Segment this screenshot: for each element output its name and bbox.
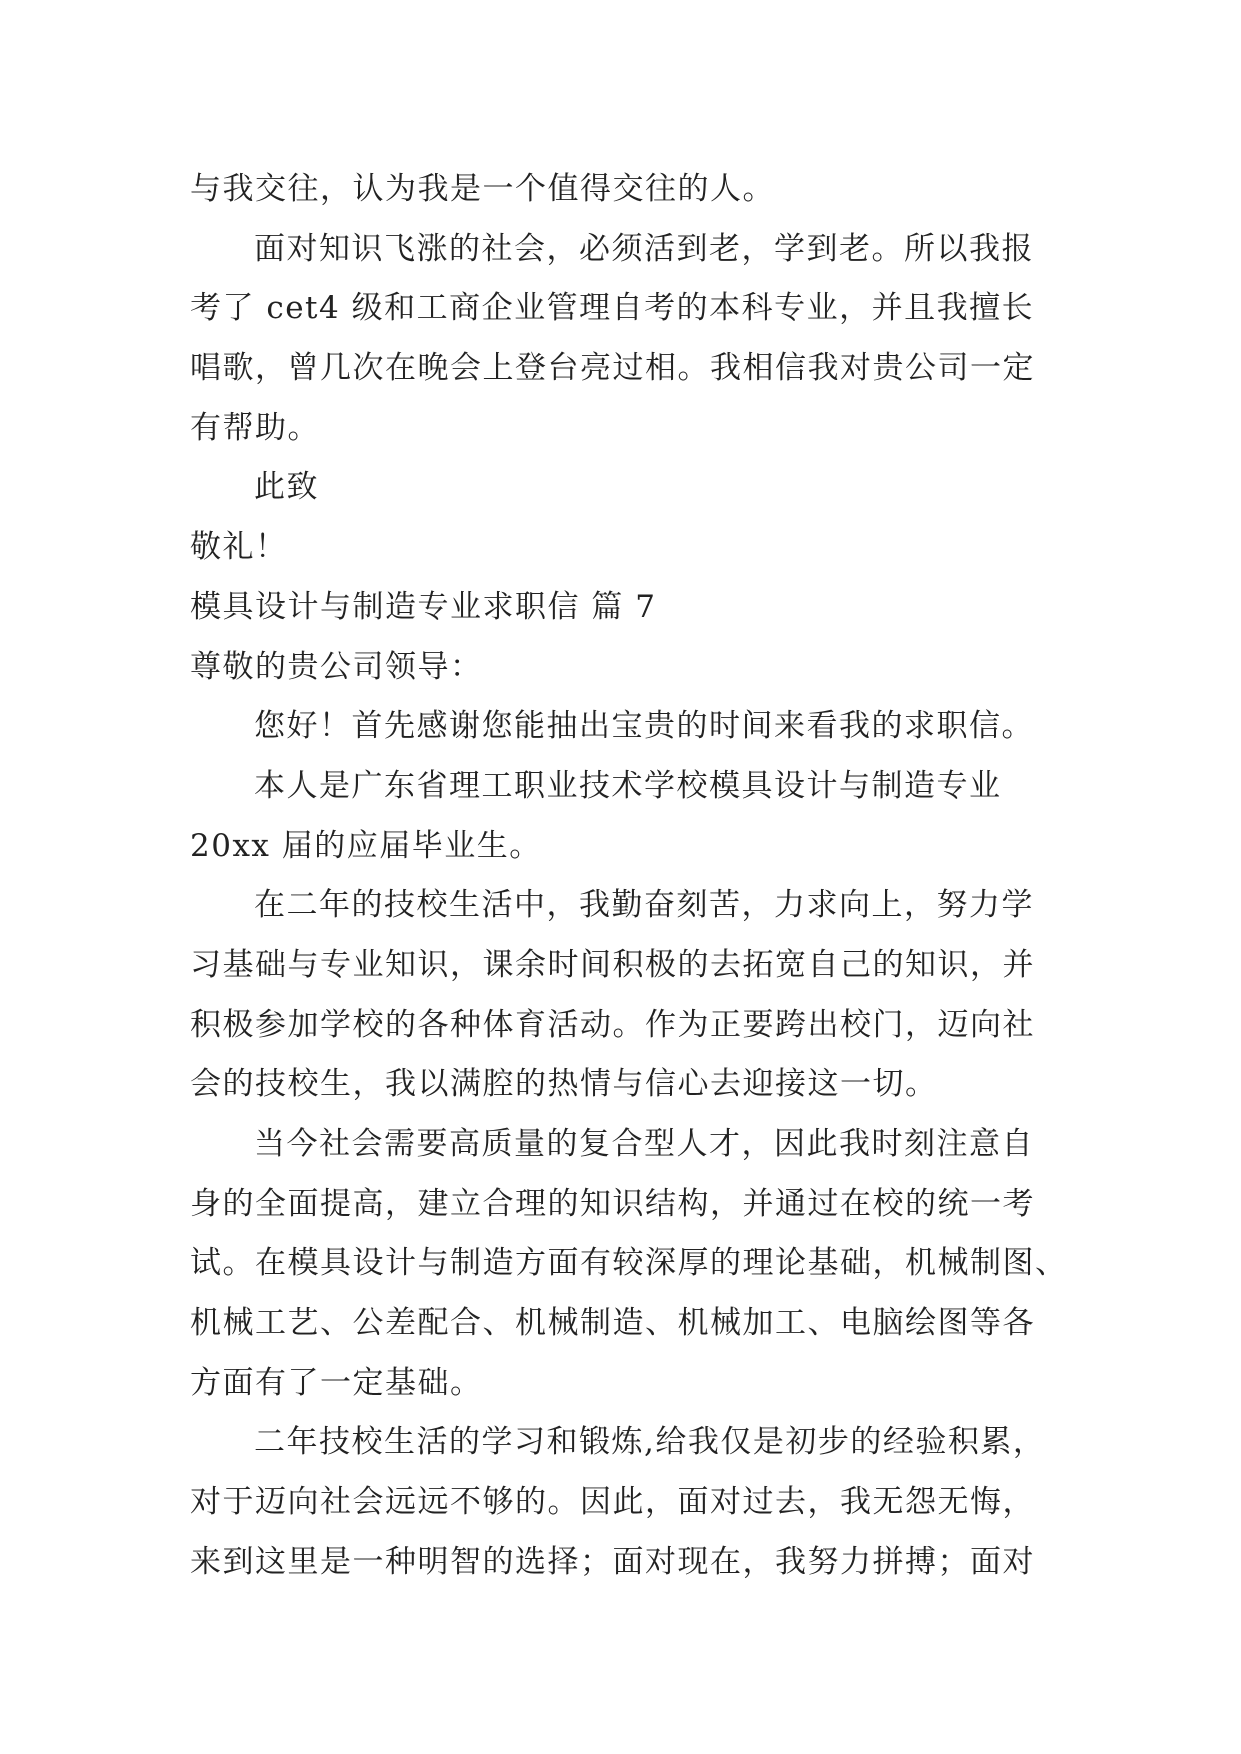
text-line: 与我交往，认为我是一个值得交往的人。 [190, 171, 775, 207]
text-line: 唱歌，曾几次在晚会上登台亮过相。我相信我对贵公司一定 [190, 350, 1035, 387]
text-line: 会的技校生，我以满腔的热情与信心去迎接这一切。 [190, 1066, 938, 1103]
text-line: 本人是广东省理工职业技术学校模具设计与制造专业 [254, 767, 1002, 804]
text-line: 身的全面提高，建立合理的知识结构，并通过在校的统一考 [190, 1185, 1035, 1222]
text-line: 对于迈向社会远远不够的。因此，面对过去，我无怨无悔， [190, 1484, 1035, 1521]
greeting: 尊敬的贵公司领导： [190, 648, 483, 685]
text-line: 当今社会需要高质量的复合型人才，因此我时刻注意自 [254, 1126, 1034, 1162]
text-line: 您好！首先感谢您能抽出宝贵的时间来看我的求职信。 [254, 708, 1034, 745]
text-line: 积极参加学校的各种体育活动。作为正要跨出校门，迈向社 [190, 1006, 1035, 1043]
closing-regards: 敬礼！ [190, 529, 288, 566]
section-title: 模具设计与制造专业求职信 篇 7 [190, 588, 657, 625]
text-line: 20xx 届的应届毕业生。 [190, 827, 542, 864]
text-line: 方面有了一定基础。 [190, 1364, 483, 1401]
text-line: 考了 cet4 级和工商企业管理自考的本科专业，并且我擅长 [190, 290, 1035, 327]
closing-salutation: 此致 [254, 469, 319, 506]
text-line: 有帮助。 [190, 409, 320, 446]
text-line: 来到这里是一种明智的选择；面对现在，我努力拼搏；面对 [190, 1543, 1035, 1580]
text-line: 面对知识飞涨的社会，必须活到老，学到老。所以我报 [254, 230, 1034, 267]
text-line: 机械工艺、公差配合、机械制造、机械加工、电脑绘图等各 [190, 1305, 1035, 1342]
text-line: 习基础与专业知识，课余时间积极的去拓宽自己的知识，并 [190, 946, 1035, 983]
text-line: 二年技校生活的学习和锻炼,给我仅是初步的经验积累， [254, 1424, 1046, 1461]
text-line: 在二年的技校生活中，我勤奋刻苦，力求向上，努力学 [254, 887, 1034, 924]
text-line: 试。在模具设计与制造方面有较深厚的理论基础，机械制图、 [190, 1245, 1068, 1282]
letter-body [190, 160, 1068, 1593]
